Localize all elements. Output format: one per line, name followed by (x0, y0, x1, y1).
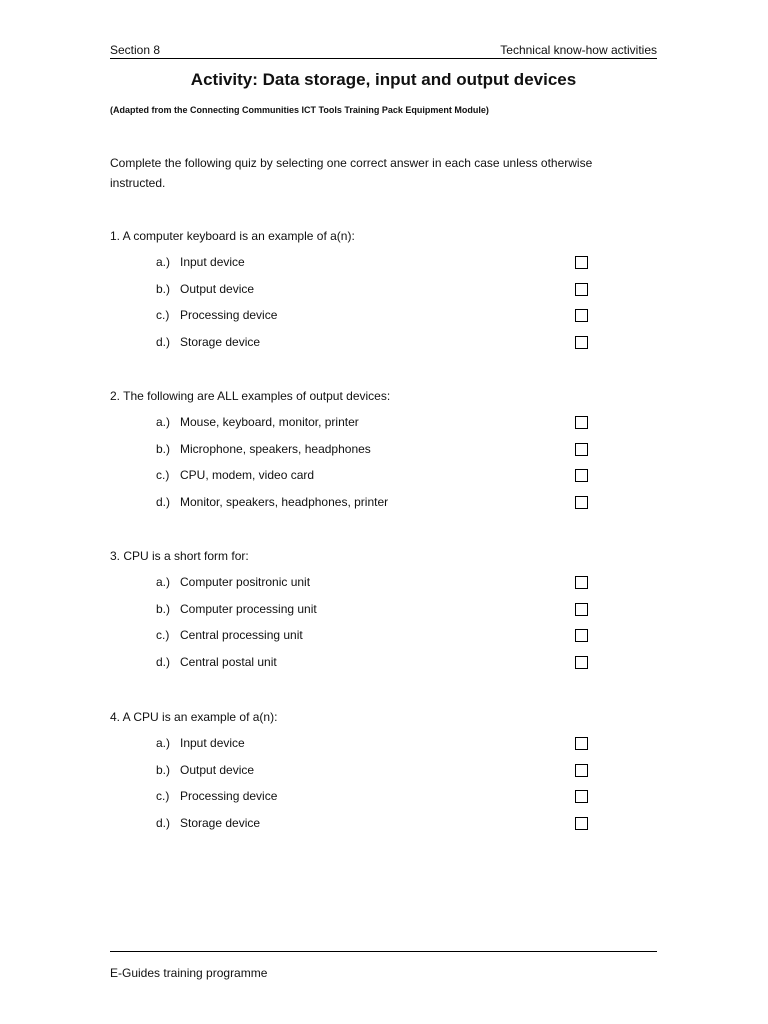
option-text: CPU, modem, video card (180, 468, 315, 483)
answer-option (110, 654, 657, 681)
question-4 (110, 709, 657, 842)
option-letter: c.) (156, 468, 170, 483)
answer-option (110, 788, 657, 815)
answer-option (110, 574, 657, 601)
option-text: Microphone, speakers, headphones (180, 441, 371, 456)
option-letter: a.) (156, 575, 171, 589)
section-label: Section 8 (110, 43, 161, 57)
answer-option (110, 281, 657, 308)
option-text: Processing device (180, 789, 278, 804)
option-text: Monitor, speakers, headphones, printer (180, 495, 389, 510)
question-2 (110, 388, 657, 521)
category-label: Technical know-how activities (500, 43, 657, 57)
answer-option (110, 735, 657, 762)
option-letter: c.) (156, 789, 170, 804)
question-1 (110, 228, 657, 361)
page-subtitle: (Adapted from the Connecting Communities ICT Tools Training Pack Equipment Module) (110, 105, 489, 115)
option-text: Input device (180, 255, 245, 269)
answer-checkbox[interactable] (575, 576, 588, 589)
answer-option (110, 494, 657, 521)
answer-checkbox[interactable] (575, 790, 588, 803)
option-letter: d.) (156, 816, 171, 831)
answer-checkbox[interactable] (575, 764, 588, 777)
answer-checkbox[interactable] (575, 336, 588, 349)
question-text: 3. CPU is a short form for: (110, 549, 249, 563)
option-text: Output device (180, 281, 255, 296)
option-text: Output device (180, 762, 255, 777)
option-letter: a.) (156, 415, 171, 429)
option-letter: b.) (156, 441, 171, 456)
option-text: Storage device (180, 816, 261, 831)
option-letter: a.) (156, 736, 171, 750)
page-title: Activity: Data storage, input and output devices (190, 70, 577, 89)
option-letter: d.) (156, 655, 171, 670)
option-text: Computer positronic unit (180, 575, 311, 589)
answer-option (110, 307, 657, 334)
answer-checkbox[interactable] (575, 469, 588, 482)
answer-option (110, 441, 657, 468)
footer-divider (110, 951, 657, 952)
answer-checkbox[interactable] (575, 817, 588, 830)
answer-checkbox[interactable] (575, 496, 588, 509)
answer-option (110, 762, 657, 789)
option-letter: b.) (156, 601, 171, 616)
question-3 (110, 548, 657, 681)
option-letter: b.) (156, 762, 171, 777)
answer-checkbox[interactable] (575, 283, 588, 296)
option-letter: d.) (156, 335, 171, 350)
option-letter: d.) (156, 495, 171, 510)
answer-checkbox[interactable] (575, 416, 588, 429)
answer-checkbox[interactable] (575, 629, 588, 642)
option-letter: c.) (156, 628, 170, 643)
answer-option (110, 627, 657, 654)
option-letter: a.) (156, 255, 171, 269)
answer-option (110, 815, 657, 842)
option-text: Mouse, keyboard, monitor, printer (180, 415, 359, 429)
question-text: 1. A computer keyboard is an example of a(n): (110, 229, 355, 243)
answer-option (110, 467, 657, 494)
question-text: 4. A CPU is an example of a(n): (110, 710, 278, 724)
option-text: Storage device (180, 335, 261, 350)
option-letter: c.) (156, 308, 170, 323)
answer-checkbox[interactable] (575, 256, 588, 269)
answer-checkbox[interactable] (575, 309, 588, 322)
option-text: Central processing unit (180, 628, 303, 643)
answer-option (110, 334, 657, 361)
answer-option (110, 601, 657, 628)
answer-option (110, 254, 657, 281)
answer-checkbox[interactable] (575, 443, 588, 456)
option-text: Processing device (180, 308, 278, 323)
question-text: 2. The following are ALL examples of output devices: (110, 389, 391, 403)
quiz-instructions: Complete the following quiz by selecting one correct answer in each case unless otherwise instructed. (110, 156, 593, 190)
answer-option (110, 414, 657, 441)
page-footer: E-Guides training programme (110, 966, 268, 980)
page-header (110, 42, 657, 59)
answer-checkbox[interactable] (575, 737, 588, 750)
answer-checkbox[interactable] (575, 603, 588, 616)
option-letter: b.) (156, 281, 171, 296)
option-text: Input device (180, 736, 245, 750)
option-text: Computer processing unit (180, 601, 317, 616)
answer-checkbox[interactable] (575, 656, 588, 669)
option-text: Central postal unit (180, 655, 277, 670)
